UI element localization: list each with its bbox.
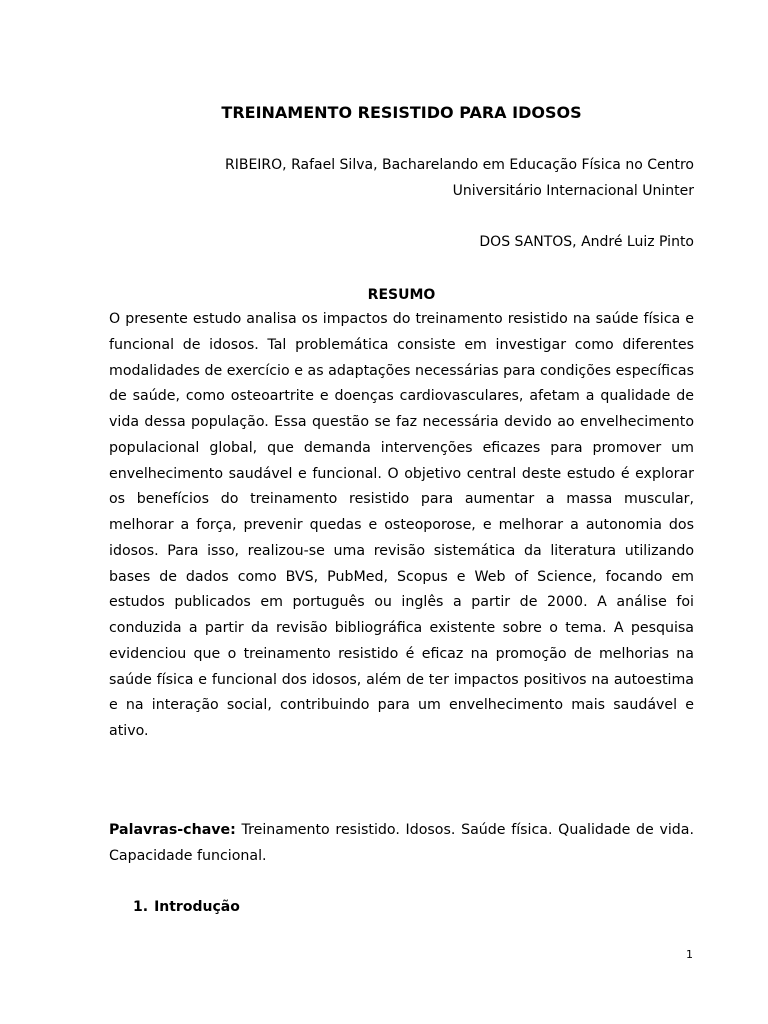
abstract-heading: RESUMO [367, 287, 436, 303]
author-dos-santos-name: DOS SANTOS, André Luiz Pinto [479, 234, 694, 250]
author-dos-santos [109, 230, 694, 256]
section-heading-introduction [133, 896, 240, 918]
author-ribeiro-line-2: Universitário Internacional Uninter [452, 182, 694, 199]
document-title: TREINAMENTO RESISTIDO PARA IDOSOS [221, 103, 582, 122]
keywords-label: Palavras-chave: [109, 822, 236, 838]
abstract-body: O presente estudo analisa os impactos do treinamento resistido na saúde física e funcional de idosos. Tal problemática consiste em investigar como diferentes modalidades de exercício e as adaptações necessárias para condições específicas de saúde, como osteoartrite e doenças cardiovasculares, afetam a qualidade de vida dessa população. Essa questão se faz necessária devido ao envelhecimento populacional global, que demanda intervenções eficazes para promover um envelhecimento saudável e funcional. O objetivo central deste estudo é explorar os benefícios do treinamento resistido para aumentar a massa muscular, melhorar a força, prevenir quedas e osteoporose, e melhorar a autonomia dos idosos. Para isso, realizou-se uma revisão sistemática da literatura utilizando bases de dados como BVS, PubMed, Scopus e Web of Science, focando em estudos publicados em português ou inglês a partir de 2000. A análise foi conduzida a partir da revisão bibliográfica existente sobre o tema. A pesquisa evidenciou que o treinamento resistido é eficaz na promoção de melhorias na saúde física e funcional dos idosos, além de ter impactos positivos na autoestima e na interação social, contribuindo para um envelhecimento mais saudável e ativo. [109, 311, 694, 739]
author-ribeiro-line-1: RIBEIRO, Rafael Silva, Bacharelando em Educação Física no Centro [225, 157, 694, 173]
keywords-text: Treinamento resistido. Idosos. Saúde física. Qualidade de vida. Capacidade funcional. [109, 822, 694, 864]
author-ribeiro [109, 153, 694, 204]
section-number: 1. [133, 899, 149, 915]
page-number: 1 [686, 948, 693, 961]
keywords-paragraph [109, 818, 694, 870]
section-title: Introdução [154, 899, 240, 915]
